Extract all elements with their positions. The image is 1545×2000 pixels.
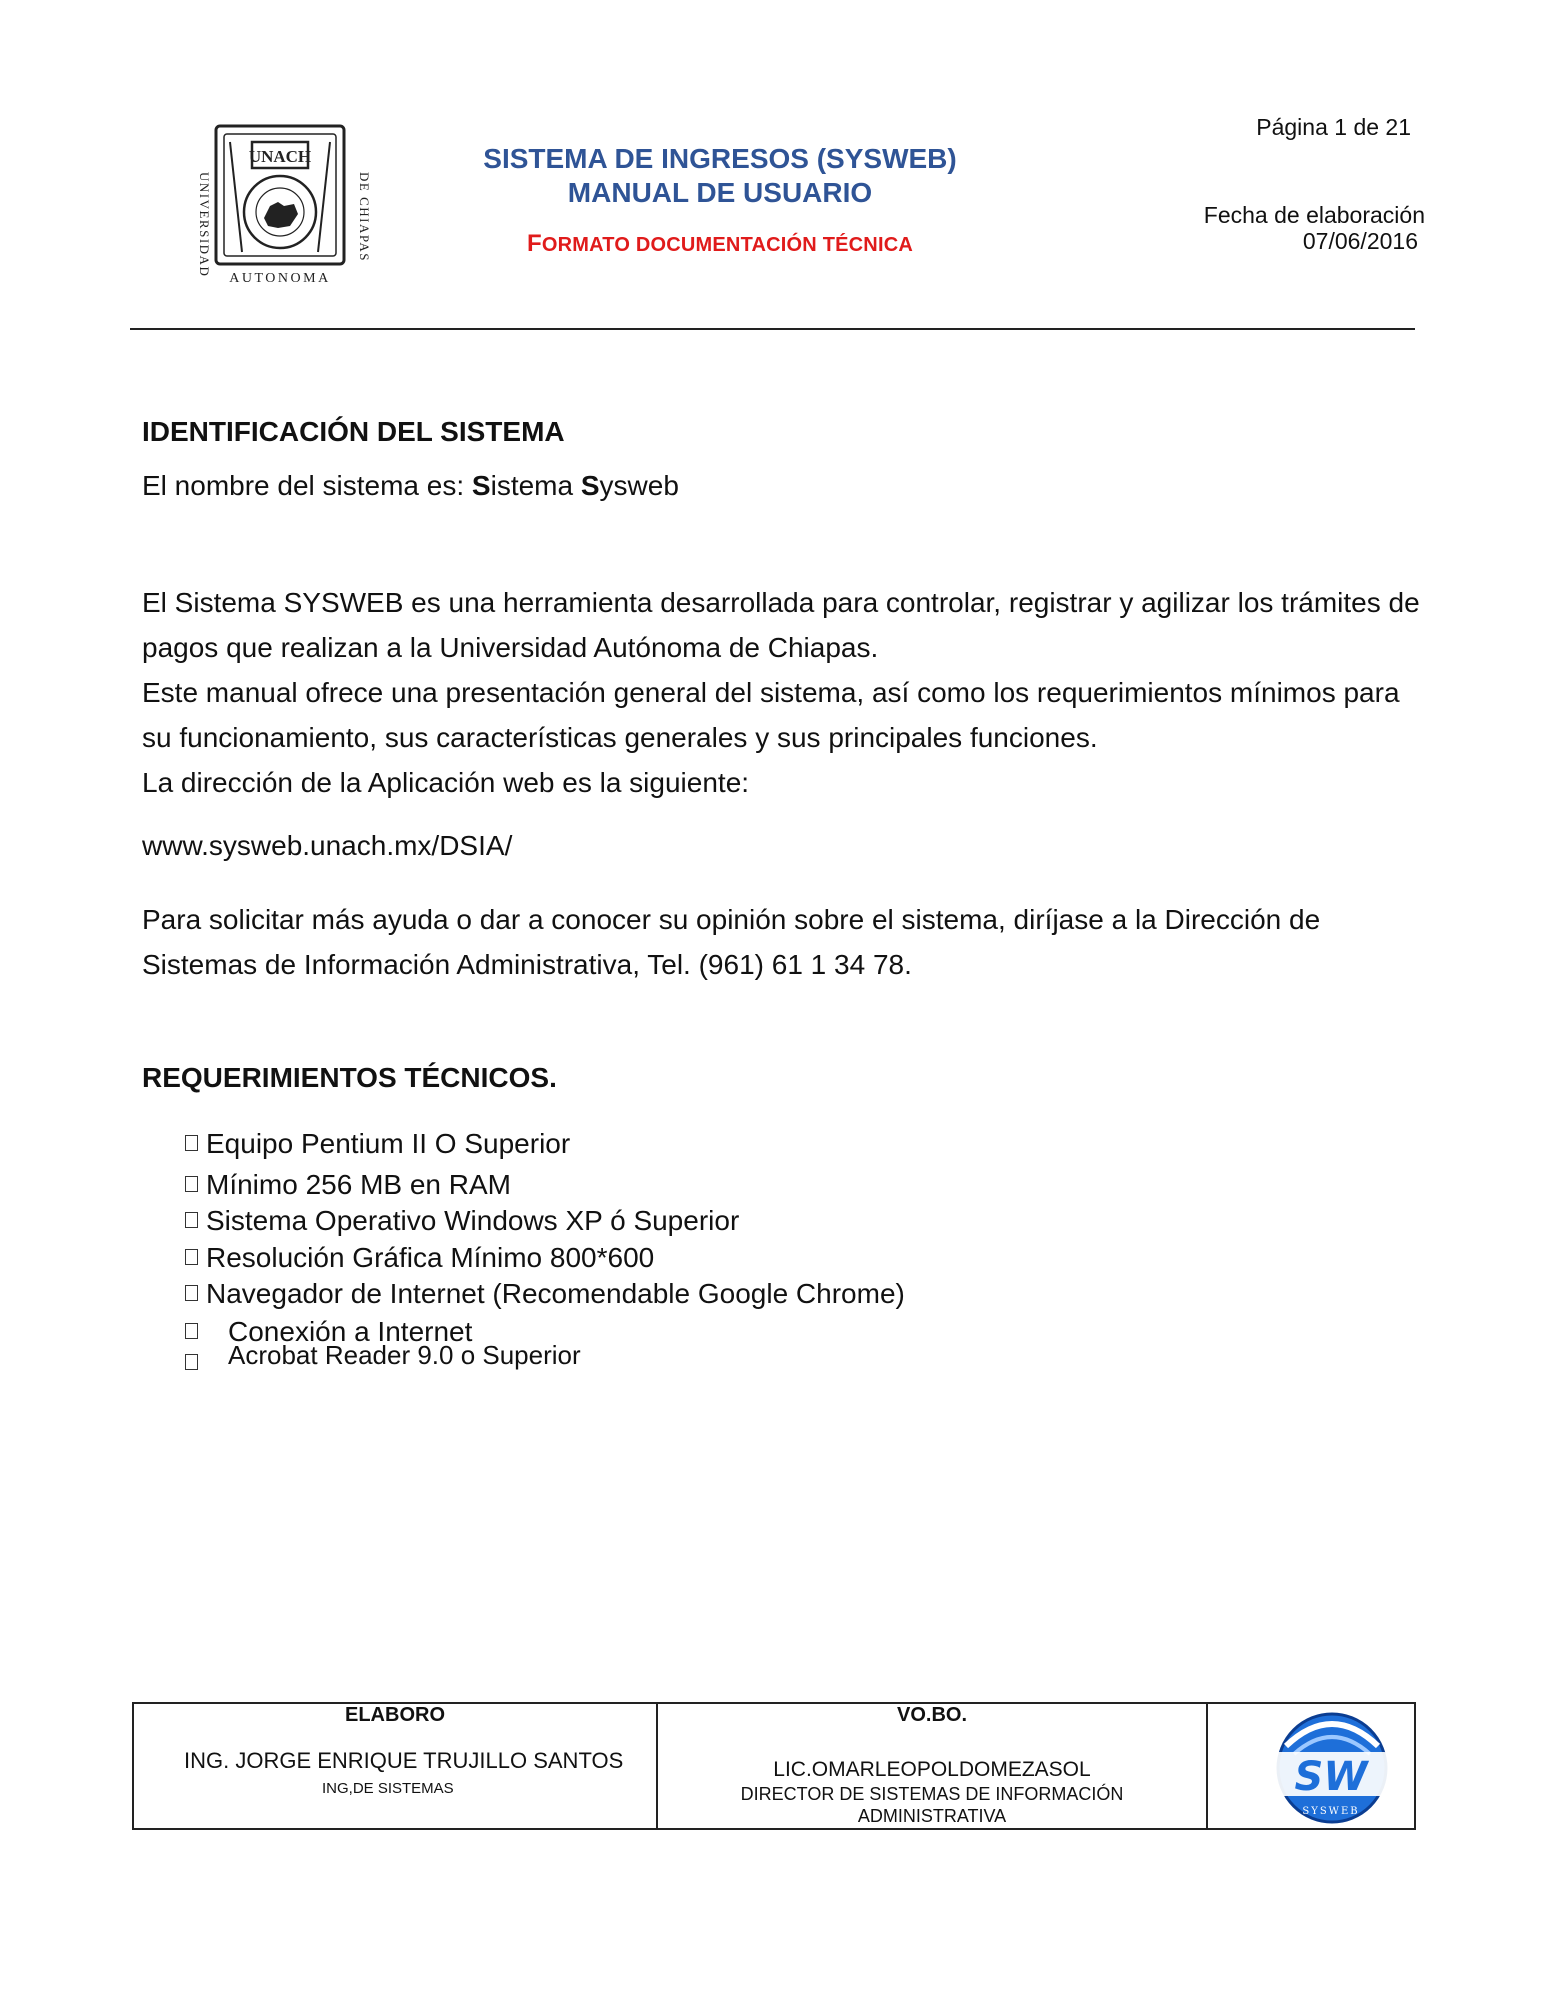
requirement-text: Resolución Gráfica Mínimo 800*600 [206,1242,655,1273]
paragraph: La dirección de la Aplicación web es la siguiente: [142,767,750,798]
list-item [185,1169,511,1201]
requirement-text: Navegador de Internet (Recomendable Google Chrome) [206,1278,905,1309]
section-heading-requirements: REQUERIMIENTOS TÉCNICOS. [142,1062,557,1093]
format-label-initial: F [526,230,542,257]
bullet-box-icon [185,1285,198,1301]
system-name-word-1: istema [490,470,581,501]
elaboro-heading: ELABORO [345,1704,445,1726]
elaboro-cell [134,1704,658,1828]
system-name-initial-2: S [580,470,600,501]
requirement-text: Acrobat Reader 9.0 o Superior [228,1340,581,1370]
list-item [185,1278,905,1310]
bullet-box-icon [185,1323,198,1339]
system-name-word-2: ysweb [599,470,679,501]
logo-cell [1208,1704,1414,1828]
date-value: 07/06/2016 [1302,228,1418,254]
document-title: SISTEMA DE INGRESOS (SYSWEB) [483,143,957,174]
bullet-box-icon [185,1135,198,1151]
bullet-box-icon [185,1212,198,1228]
sysweb-logo [1266,1706,1396,1828]
bullet-box-icon [185,1249,198,1265]
sysweb-logo-text: SYSWEB [1302,1806,1360,1817]
document-subtitle: MANUAL DE USUARIO [567,177,873,208]
logo-text-bottom: AUTONOMA [229,271,331,286]
system-name-line [142,470,679,502]
elaboro-title: ING,DE SISTEMAS [322,1780,454,1797]
section-heading-identification: IDENTIFICACIÓN DEL SISTEMA [142,416,565,447]
list-item [185,1205,739,1237]
requirement-text: Sistema Operativo Windows XP ó Superior [206,1205,740,1236]
paragraph: Este manual ofrece una presentación general del sistema, así como los requerimientos mínimos para su funcionamiento, sus características generales y sus principales funciones. [142,677,1400,753]
unach-seal-logo [190,122,370,288]
signature-table [132,1702,1416,1830]
format-label-rest: ORMATO DOCUMENTACIÓN TÉCNICA [541,234,913,256]
date-label: Fecha de elaboración [1203,202,1425,228]
list-item [185,1128,570,1160]
paragraph: El Sistema SYSWEB es una herramienta desarrollada para controlar, registrar y agilizar los trámites de pagos que realizan a la Universidad Autónoma de Chiapas. [142,587,1420,663]
vobo-heading: VO.BO. [896,1704,967,1726]
system-name-prefix: El nombre del sistema es: [142,470,472,501]
help-paragraph: Para solicitar más ayuda o dar a conocer su opinión sobre el sistema, diríjase a la Dirección de Sistemas de Información Administrativa, Tel. (961) 61 1 34 78. [142,904,1321,980]
header-divider [130,328,1415,330]
bullet-box-icon [185,1176,198,1192]
requirement-text: Mínimo 256 MB en RAM [206,1169,511,1200]
logo-text-right: DE CHIAPAS [357,172,372,263]
system-name-initial-1: S [471,470,491,501]
list-item [185,1242,654,1274]
vobo-title-line-1: DIRECTOR DE SISTEMAS DE INFORMACIÓN [740,1784,1124,1804]
logo-text-top: UNACH [248,147,312,166]
requirement-text: Conexión a Internet [228,1316,473,1347]
web-address: www.sysweb.unach.mx/DSIA/ [142,830,513,861]
elaboro-name: ING. JORGE ENRIQUE TRUJILLO SANTOS [184,1748,624,1773]
vobo-cell [658,1704,1208,1828]
page-number: Página 1 de 21 [1256,114,1411,140]
vobo-name: LIC.OMARLEOPOLDOMEZASOL [773,1758,1091,1781]
description-paragraphs [142,580,1432,805]
logo-text-left: UNIVERSIDAD [197,172,212,278]
bullet-box-icon [185,1354,198,1370]
vobo-title-line-2: ADMINISTRATIVA [857,1806,1007,1826]
svg-text:SW: SW [1294,1754,1368,1800]
format-label [420,230,1020,258]
requirement-text: Equipo Pentium II O Superior [206,1128,571,1159]
list-item [185,1340,581,1371]
